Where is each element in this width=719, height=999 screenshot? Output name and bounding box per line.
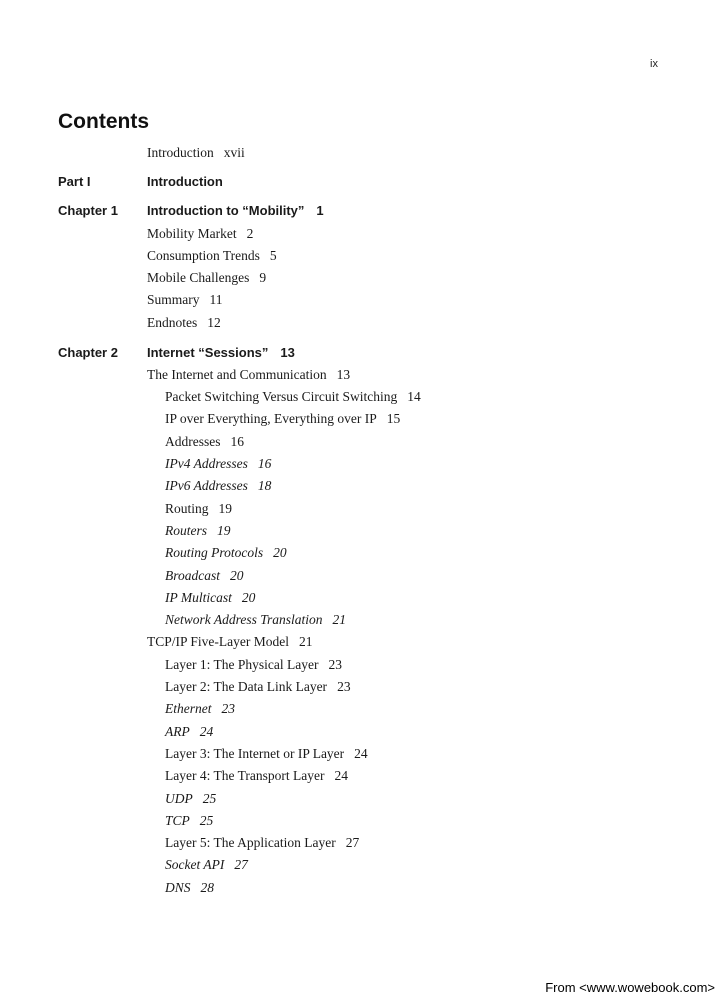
toc-entry-label: Chapter 2 (58, 345, 118, 360)
toc-entry-title: Routing Protocols (165, 545, 264, 560)
toc-entry-page: 15 (386, 411, 401, 426)
toc-entry-title: Routers (165, 523, 207, 538)
toc-entry (147, 315, 221, 331)
toc-entry-page: 14 (407, 389, 421, 404)
toc-entry-page: 13 (336, 367, 351, 382)
toc-entry-page: 25 (202, 791, 217, 806)
toc-entry (147, 226, 253, 242)
toc-entry-page: 19 (218, 501, 233, 516)
toc-entry-page: 24 (334, 768, 348, 783)
toc-entry (165, 701, 235, 717)
toc-entry-title: Consumption Trends (147, 248, 260, 263)
toc-entry (165, 746, 368, 762)
toc-entry (147, 270, 266, 286)
toc-entry-title: TCP/IP Five-Layer Model (147, 634, 289, 649)
toc-entry-title: ARP (165, 724, 190, 739)
toc-entry-title: IPv4 Addresses (165, 456, 248, 471)
toc-entry-title: UDP (165, 791, 193, 806)
page-number: ix (650, 58, 658, 70)
toc-entry-title: IPv6 Addresses (165, 478, 248, 493)
toc-entry-page: 24 (354, 746, 368, 761)
toc-entry-title: Broadcast (165, 568, 220, 583)
toc-entry (165, 857, 248, 873)
toc-entry-page: 5 (269, 248, 277, 263)
toc-entry-title: Introduction (147, 145, 214, 160)
toc-entry-title: Summary (147, 292, 200, 307)
toc-entry-page: 28 (200, 880, 215, 895)
toc-entry (165, 724, 213, 740)
toc-entry-page: 20 (273, 545, 287, 560)
toc-entry-title: Introduction to “Mobility” (147, 203, 305, 218)
toc-entry-title: IP Multicast (165, 590, 232, 605)
toc-entry-page: 23 (337, 679, 351, 694)
toc-entry-title: Internet “Sessions” (147, 345, 269, 360)
toc-entry (165, 523, 231, 539)
toc-entry-title: Ethernet (165, 701, 212, 716)
toc-entry-page: 21 (332, 612, 347, 627)
toc-entry (165, 389, 421, 405)
toc-entry (165, 813, 213, 829)
toc-entry-page: 9 (259, 270, 267, 285)
toc-entry (165, 434, 244, 450)
toc-entry-page: 2 (246, 226, 254, 241)
toc-entry-page: 12 (207, 315, 221, 330)
toc-entry (147, 174, 223, 190)
toc-entry-page: 27 (234, 857, 248, 872)
toc-entry (165, 612, 346, 628)
toc-entry (165, 590, 255, 606)
toc-entry-title: Network Address Translation (165, 612, 323, 627)
toc-entry-page: 11 (209, 292, 223, 307)
toc-entry-title: The Internet and Communication (147, 367, 327, 382)
toc-entry-title: TCP (165, 813, 190, 828)
toc-entry-page: 25 (199, 813, 214, 828)
toc-entry-label: Part I (58, 174, 91, 189)
toc-entry-title: Packet Switching Versus Circuit Switching (165, 389, 398, 404)
toc-entry-page: 19 (217, 523, 231, 538)
toc-entry (147, 345, 295, 361)
toc-entry-title: DNS (165, 880, 191, 895)
toc-entry-page: 23 (221, 701, 235, 716)
toc-entry-page: 18 (257, 478, 272, 493)
toc-entry (147, 248, 277, 264)
toc-entry (165, 478, 271, 494)
toc-entry (147, 292, 223, 308)
toc-entry-page: 13 (280, 345, 295, 360)
toc-entry-title: Endnotes (147, 315, 198, 330)
toc-entry-title: Layer 2: The Data Link Layer (165, 679, 328, 694)
toc-entry (165, 456, 271, 472)
toc-entry (165, 768, 348, 784)
toc-entry-title: IP over Everything, Everything over IP (165, 411, 377, 426)
toc-entry-page: 16 (257, 456, 272, 471)
toc-entry (165, 679, 351, 695)
toc-entry-title: Addresses (165, 434, 221, 449)
toc-entry (147, 367, 350, 383)
toc-entry (147, 203, 324, 219)
toc-entry (165, 835, 359, 851)
toc-entry-page: 23 (328, 657, 342, 672)
toc-entry-title: Layer 1: The Physical Layer (165, 657, 319, 672)
toc-entry-title: Routing (165, 501, 209, 516)
toc-entry-page: 1 (316, 203, 324, 218)
toc-entry-title: Mobile Challenges (147, 270, 250, 285)
toc-entry (165, 568, 244, 584)
toc-entry-title: Layer 3: The Internet or IP Layer (165, 746, 345, 761)
toc-entry-page: 24 (199, 724, 214, 739)
toc-entry-page: 21 (298, 634, 313, 649)
toc-entry-page: 27 (345, 835, 360, 850)
toc-entry-page: 16 (230, 434, 244, 449)
toc-entry-title: Mobility Market (147, 226, 237, 241)
toc-entry (165, 657, 342, 673)
source-footer: From <www.wowebook.com> (545, 980, 715, 995)
toc-entry-label: Chapter 1 (58, 203, 118, 218)
toc-entry-page: 20 (241, 590, 256, 605)
toc-entry-title: Socket API (165, 857, 225, 872)
toc-entry-title: Introduction (147, 174, 223, 189)
toc-entry-page: xvii (223, 145, 245, 160)
toc-entry (165, 880, 214, 896)
toc-entry (165, 501, 232, 517)
toc-entry-title: Layer 4: The Transport Layer (165, 768, 325, 783)
toc-entry-title: Layer 5: The Application Layer (165, 835, 336, 850)
toc-entry (165, 791, 216, 807)
page-title: Contents (58, 110, 149, 133)
toc-entry (147, 634, 312, 650)
toc-entry (165, 545, 287, 561)
toc-entry-page: 20 (230, 568, 244, 583)
toc-entry (165, 411, 400, 427)
toc-entry (147, 145, 245, 161)
